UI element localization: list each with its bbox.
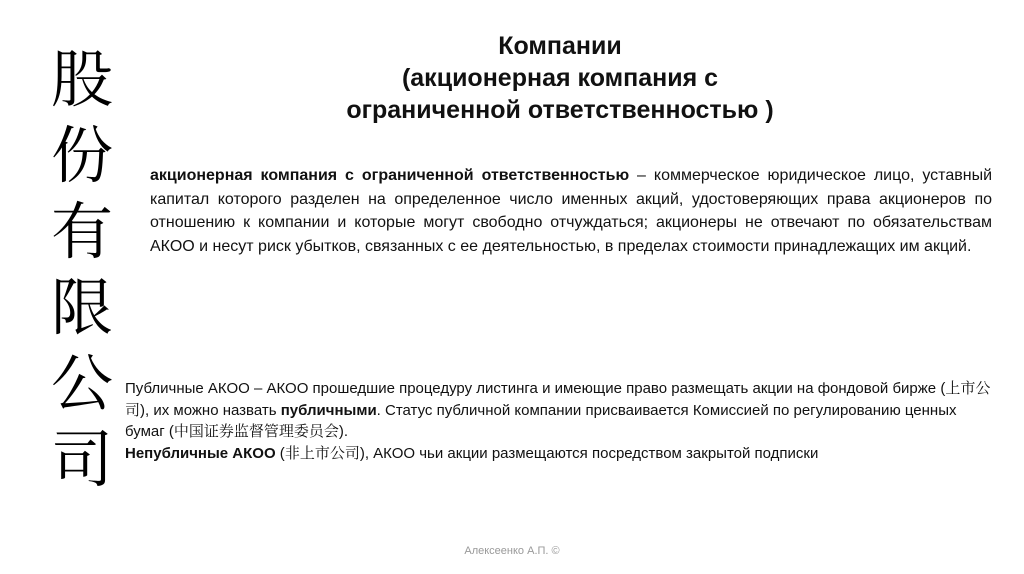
definition-term: акционерная компания с ограниченной ответственностью <box>150 167 630 184</box>
title-line-2: (акционерная компания с <box>401 64 719 92</box>
public-bold-term: публичными <box>280 401 377 419</box>
vertical-char: 股 <box>50 43 113 116</box>
cjk-unlisted-company: 非上市公司 <box>284 443 360 462</box>
vertical-char: 司 <box>50 423 113 496</box>
public-text-4: ). <box>338 423 349 440</box>
public-text-2: ), их можно назвать <box>140 401 281 419</box>
title-line-3: ограниченной ответственностью ) <box>346 96 774 124</box>
cjk-securities-commission: 中国证券监督管理委员会 <box>173 422 339 440</box>
vertical-char: 有 <box>50 195 113 268</box>
slide-title <box>300 30 820 126</box>
private-bold-term: Непубличные АКОО <box>125 444 276 462</box>
vertical-chinese-title <box>42 42 122 498</box>
vertical-char: 份 <box>50 119 113 192</box>
public-text-3: . Статус публичной компании присваивается Комиссией по регулированию ценных бумаг ( <box>125 401 957 440</box>
private-text-1: ( <box>275 444 285 462</box>
vertical-char: 限 <box>50 271 113 344</box>
private-text-2: ), АКОО чьи акции размещаются посредством закрытой подписки <box>359 444 819 462</box>
title-line-1: Компании <box>498 32 622 60</box>
definition-text: – коммерческое юридическое лицо, уставный капитал которого разделен на определенное число именных акций, удостоверяющих права акционеров по отношению к компании и которые могут свободно отчуждаться; акционеры не отвечают по обязательствам АКОО и несут риск убытков, связанных с ее деятельностью, в пределах стоимости принадлежащих им акций. <box>150 167 993 255</box>
footer-author: Алексеенко А.П. © <box>464 545 560 557</box>
vertical-char: 公 <box>50 347 113 420</box>
public-text-1: Публичные АКОО – АКОО прошедшие процедуру листинга и имеющие право размещать акции на фондовой бирже ( <box>125 380 946 397</box>
definition-paragraph <box>150 164 992 258</box>
cjk-listed-company: 上市公司 <box>125 379 991 419</box>
public-private-paragraph <box>125 378 995 464</box>
